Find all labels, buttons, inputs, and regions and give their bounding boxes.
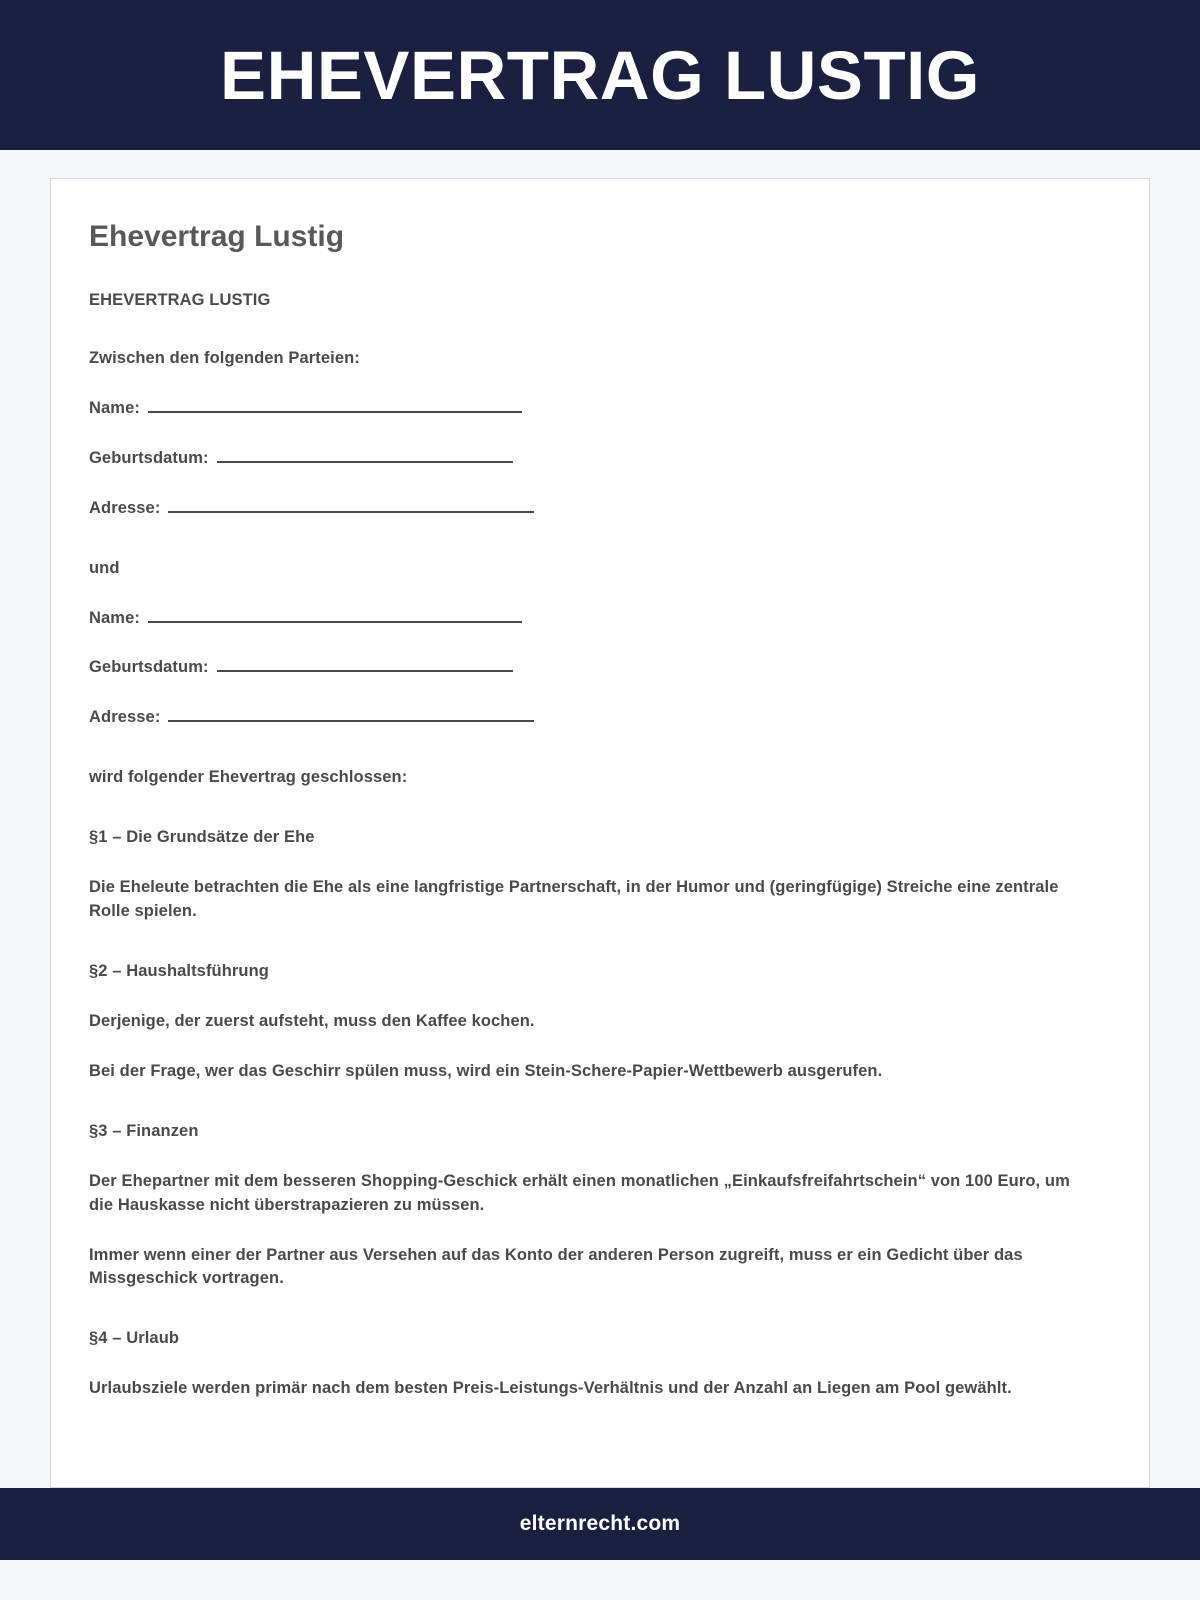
party-two-address-label: Adresse: <box>89 708 161 727</box>
party-two-name-blank[interactable] <box>148 608 522 623</box>
section-paragraph: Die Eheleute betrachten die Ehe als eine langfristige Partnerschaft, in der Humor und (geringfügige) Streiche eine zentrale Rolle spielen. <box>89 878 1059 921</box>
party-one-address-blank[interactable] <box>168 498 534 513</box>
section-paragraph: Derjenige, der zuerst aufsteht, muss den Kaffee kochen. <box>89 1011 535 1030</box>
party-one-address-field <box>89 497 1111 521</box>
party-one-name-blank[interactable] <box>148 398 522 413</box>
party-two-birthdate-blank[interactable] <box>217 657 513 672</box>
party-two-address-field <box>89 706 1111 730</box>
party-one-name-label: Name: <box>89 398 140 417</box>
document-title: Ehevertrag Lustig <box>89 220 345 253</box>
party-one-birthdate-blank[interactable] <box>217 448 513 463</box>
party-one-birthdate-label: Geburtsdatum: <box>89 448 209 467</box>
contract-intro: wird folgender Ehevertrag geschlossen: <box>89 768 408 787</box>
party-one-name-field <box>89 397 1111 421</box>
section-paragraph: Bei der Frage, wer das Geschirr spülen muss, wird ein Stein-Schere-Papier-Wettbewerb ausgerufen. <box>89 1061 883 1080</box>
section-heading: §2 – Haushaltsführung <box>89 961 269 980</box>
parties-intro: Zwischen den folgenden Parteien: <box>89 348 360 367</box>
party-two-name-field <box>89 607 1111 631</box>
section-paragraph: Der Ehepartner mit dem besseren Shopping-Geschick erhält einen monatlichen „Einkaufsfreifahrtschein“ von 100 Euro, um die Hauskasse nicht überstrapazieren zu müssen. <box>89 1171 1070 1214</box>
section-paragraph: Urlaubsziele werden primär nach dem besten Preis-Leistungs-Verhältnis und der Anzahl an Liegen am Pool gewählt. <box>89 1379 1012 1398</box>
page-footer <box>0 1488 1200 1560</box>
section-heading: §4 – Urlaub <box>89 1329 180 1348</box>
party-one-address-label: Adresse: <box>89 498 161 517</box>
page-header-banner <box>0 0 1200 150</box>
section-paragraph: Immer wenn einer der Partner aus Versehen auf das Konto der anderen Person zugreift, muss er ein Gedicht über das Missgeschick vortragen. <box>89 1245 1023 1288</box>
banner-title: EHEVERTRAG LUSTIG <box>220 36 980 114</box>
section-heading: §3 – Finanzen <box>89 1121 199 1140</box>
party-one-birthdate-field <box>89 447 1111 471</box>
section-heading: §1 – Die Grundsätze der Ehe <box>89 828 315 847</box>
party-two-address-blank[interactable] <box>168 707 534 722</box>
party-two-birthdate-label: Geburtsdatum: <box>89 658 209 677</box>
page-content-area <box>0 150 1200 1488</box>
footer-site-name: elternrecht.com <box>519 1512 681 1536</box>
party-two-birthdate-field <box>89 656 1111 680</box>
contract-sections <box>89 826 1111 1401</box>
party-two-name-label: Name: <box>89 608 140 627</box>
parties-conjunction: und <box>89 558 120 577</box>
document-card <box>50 178 1150 1488</box>
document-subtitle: EHEVERTRAG LUSTIG <box>89 291 271 309</box>
